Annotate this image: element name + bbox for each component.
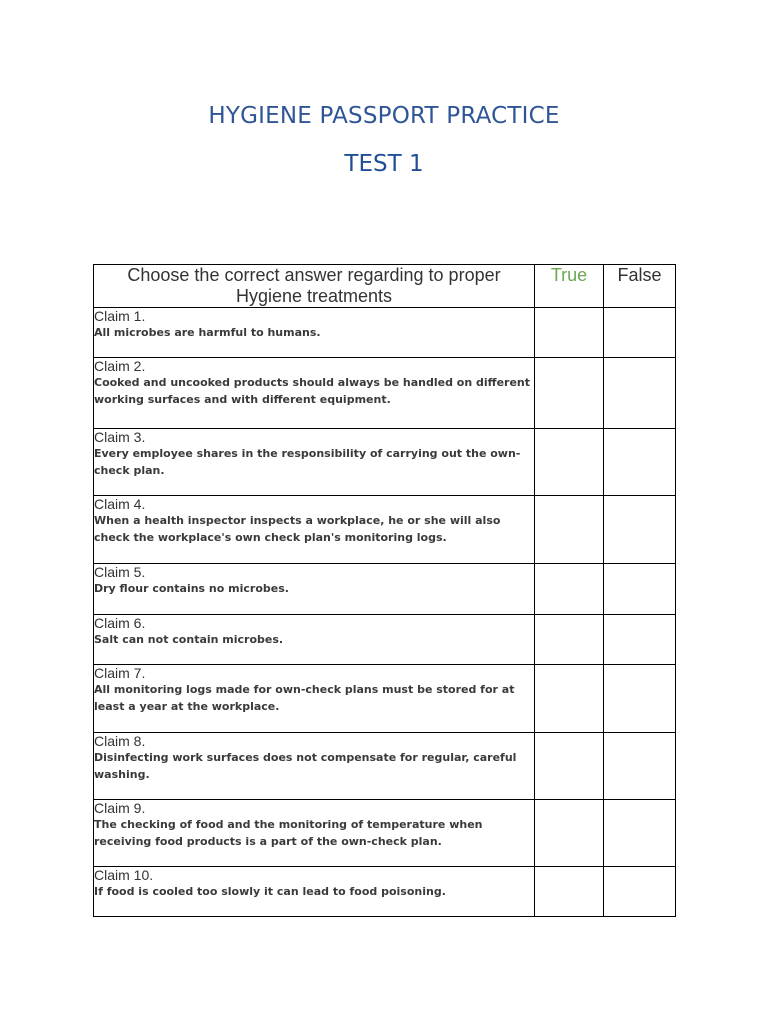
- claim-text: All microbes are harmful to humans.: [94, 326, 321, 339]
- false-answer-cell[interactable]: [604, 615, 676, 665]
- claim-label: Claim 3.: [94, 429, 146, 445]
- claim-row: [94, 564, 676, 615]
- claim-text: Dry flour contains no microbes.: [94, 582, 289, 595]
- claim-text: When a health inspector inspects a workplace, he or she will also check the workplace's own check plan's monitoring logs.: [94, 514, 501, 544]
- claim-row: [94, 733, 676, 800]
- question-header: Choose the correct answer regarding to proper Hygiene treatments: [94, 265, 535, 308]
- claim-cell: [94, 800, 535, 867]
- claim-cell: [94, 615, 535, 665]
- claim-text: Salt can not contain microbes.: [94, 633, 284, 646]
- claim-text: All monitoring logs made for own-check plans must be stored for at least a year at the workplace.: [94, 683, 515, 713]
- true-column-header: True: [535, 265, 604, 308]
- claim-label: Claim 10.: [94, 867, 154, 883]
- claim-text: Cooked and uncooked products should always be handled on different working surfaces and with different equipment.: [94, 376, 531, 406]
- false-answer-cell[interactable]: [604, 564, 676, 615]
- claim-text: Disinfecting work surfaces does not compensate for regular, careful washing.: [94, 751, 517, 781]
- false-column-header: False: [604, 265, 676, 308]
- false-answer-cell[interactable]: [604, 733, 676, 800]
- claim-cell: [94, 665, 535, 733]
- claim-text: Every employee shares in the responsibility of carrying out the own-check plan.: [94, 447, 521, 477]
- claim-label: Claim 5.: [94, 564, 146, 580]
- claim-label: Claim 1.: [94, 308, 146, 324]
- claim-label: Claim 6.: [94, 615, 146, 631]
- claim-text: The checking of food and the monitoring of temperature when receiving food products is a part of the own-check plan.: [94, 818, 483, 848]
- claim-cell: [94, 308, 535, 358]
- claim-label: Claim 9.: [94, 800, 146, 816]
- claim-cell: [94, 429, 535, 496]
- claim-cell: [94, 867, 535, 917]
- true-answer-cell[interactable]: [535, 496, 604, 564]
- claim-row: [94, 496, 676, 564]
- claim-row: [94, 867, 676, 917]
- true-answer-cell[interactable]: [535, 429, 604, 496]
- claim-label: Claim 8.: [94, 733, 146, 749]
- true-answer-cell[interactable]: [535, 867, 604, 917]
- false-answer-cell[interactable]: [604, 800, 676, 867]
- claim-row: [94, 800, 676, 867]
- claim-cell: [94, 733, 535, 800]
- true-answer-cell[interactable]: [535, 358, 604, 429]
- false-answer-cell[interactable]: [604, 867, 676, 917]
- true-answer-cell[interactable]: [535, 733, 604, 800]
- header-row: [94, 265, 676, 308]
- false-answer-cell[interactable]: [604, 496, 676, 564]
- claim-text: If food is cooled too slowly it can lead to food poisoning.: [94, 885, 446, 898]
- claim-label: Claim 2.: [94, 358, 146, 374]
- false-answer-cell[interactable]: [604, 358, 676, 429]
- false-answer-cell[interactable]: [604, 665, 676, 733]
- page-title: HYGIENE PASSPORT PRACTICE: [208, 103, 560, 129]
- false-answer-cell[interactable]: [604, 308, 676, 358]
- claim-row: [94, 308, 676, 358]
- true-answer-cell[interactable]: [535, 564, 604, 615]
- claim-row: [94, 615, 676, 665]
- claim-row: [94, 665, 676, 733]
- claim-label: Claim 7.: [94, 665, 146, 681]
- claim-cell: [94, 496, 535, 564]
- claim-cell: [94, 564, 535, 615]
- false-answer-cell[interactable]: [604, 429, 676, 496]
- quiz-table: [93, 264, 676, 917]
- true-answer-cell[interactable]: [535, 308, 604, 358]
- page-subtitle: TEST 1: [344, 151, 424, 177]
- claim-cell: [94, 358, 535, 429]
- true-answer-cell[interactable]: [535, 665, 604, 733]
- claim-row: [94, 429, 676, 496]
- claim-label: Claim 4.: [94, 496, 146, 512]
- true-answer-cell[interactable]: [535, 800, 604, 867]
- true-answer-cell[interactable]: [535, 615, 604, 665]
- claim-row: [94, 358, 676, 429]
